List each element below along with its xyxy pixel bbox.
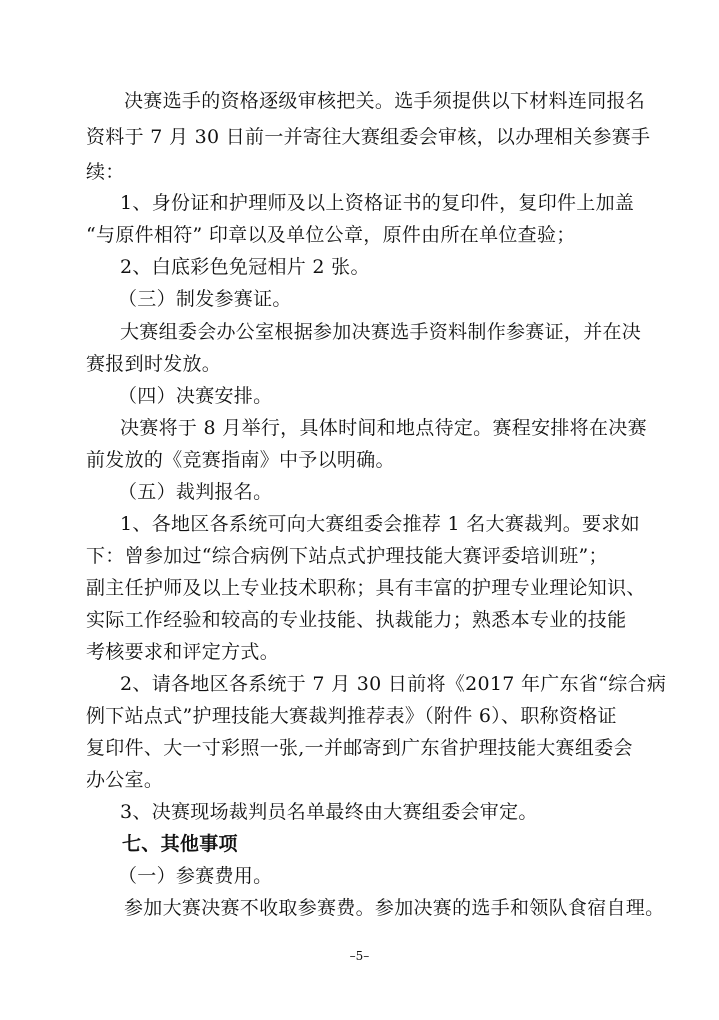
- section-heading: （五）裁判报名。: [118, 481, 273, 503]
- section-heading: （三）制发参赛证。: [118, 288, 292, 310]
- section-heading: （一）参赛费用。: [118, 865, 273, 887]
- paragraph-line: “与原件相符” 印章以及单位公章，原件由所在单位查验；: [86, 224, 576, 246]
- paragraph-line: 大赛组委会办公室根据参加决赛选手资料制作参赛证，并在决: [120, 321, 642, 343]
- paragraph-line: 前发放的《竞赛指南》中予以明确。: [86, 449, 395, 471]
- paragraph-line: 赛报到时发放。: [86, 353, 222, 375]
- list-item: 1、各地区各系统可向大赛组委会推荐 1 名大赛裁判。要求如: [120, 513, 640, 535]
- section-heading: 七、其他事项: [122, 833, 238, 855]
- list-item: 2、请各地区各系统于 7 月 30 日前将《2017 年广东省“综合病: [120, 673, 667, 695]
- page-number: –5–: [349, 949, 370, 963]
- paragraph-line: 办公室。: [86, 769, 164, 791]
- paragraph-line: 考核要求和评定方式。: [86, 641, 280, 663]
- list-item: 1、身份证和护理师及以上资格证书的复印件，复印件上加盖: [120, 192, 635, 214]
- paragraph-line: 实际工作经验和较高的专业技能、执裁能力；熟悉本专业的技能: [86, 609, 627, 631]
- list-item: 2、白底彩色免冠相片 2 张。: [120, 256, 370, 278]
- paragraph-line: 下：曾参加过“综合病例下站点式护理技能大赛评委培训班”；: [86, 545, 608, 567]
- paragraph-line: 续：: [86, 161, 125, 183]
- paragraph-line: 资料于 7 月 30 日前一并寄往大赛组委会审核，以办理相关参赛手: [86, 126, 651, 148]
- paragraph-line: 决赛将于 8 月举行，具体时间和地点待定。赛程安排将在决赛: [120, 417, 647, 439]
- paragraph-line: 副主任护师及以上专业技术职称；具有丰富的护理专业理论知识、: [86, 577, 646, 599]
- paragraph-line: 决赛选手的资格逐级审核把关。选手须提供以下材料连同报名: [124, 90, 646, 112]
- section-heading: （四）决赛安排。: [118, 385, 273, 407]
- list-item: 3、决赛现场裁判员名单最终由大赛组委会审定。: [120, 801, 538, 823]
- paragraph-line: 例下站点式”护理技能大赛裁判推荐表》（附件 6）、职称资格证: [86, 705, 617, 727]
- paragraph-line: 参加大赛决赛不收取参赛费。参加决赛的选手和领队食宿自理。: [124, 897, 665, 919]
- paragraph-line: 复印件、大一寸彩照一张,一并邮寄到广东省护理技能大赛组委会: [86, 737, 633, 759]
